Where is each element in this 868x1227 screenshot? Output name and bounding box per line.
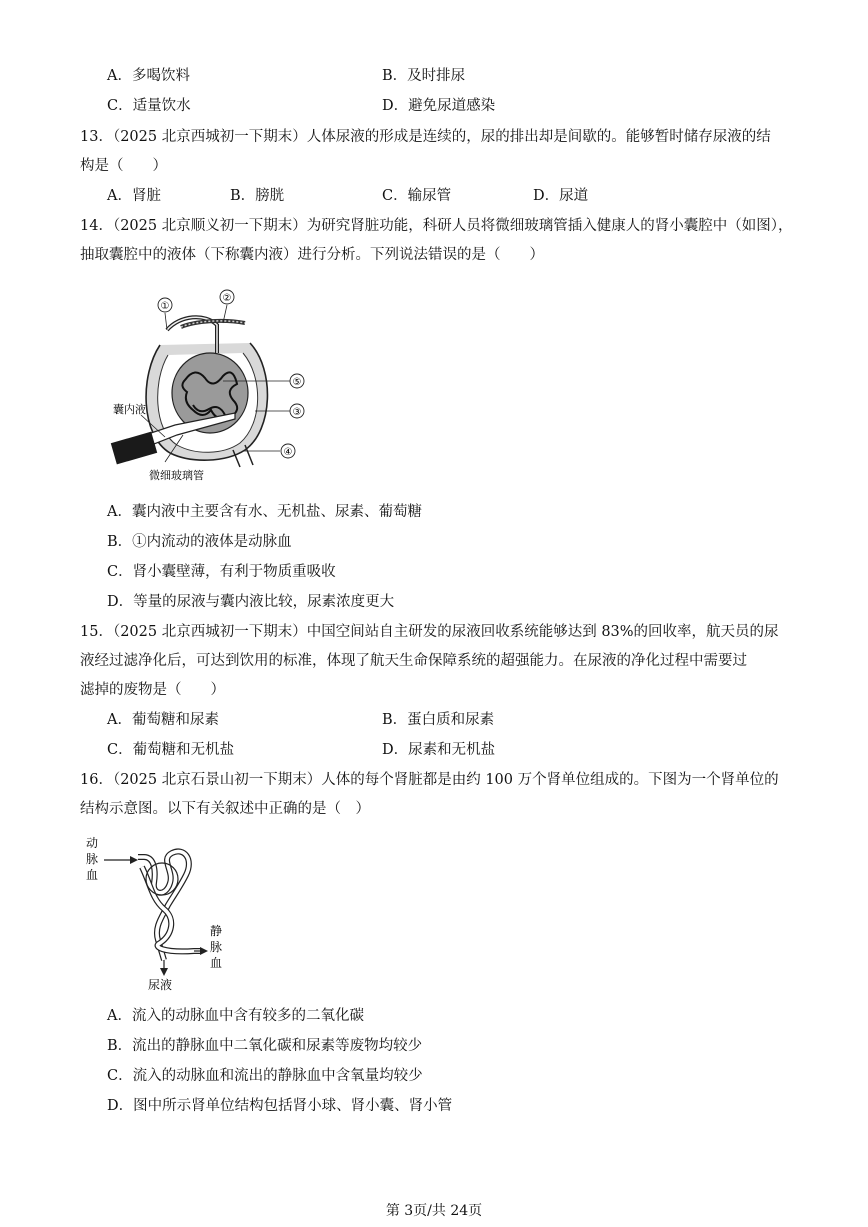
q15-stem-line3: 滤掉的废物是（ ） xyxy=(80,682,225,698)
q16-option-a: A．流入的动脉血中含有较多的二氧化碳 xyxy=(107,1008,364,1024)
q15-option-d: D．尿素和无机盐 xyxy=(382,742,496,758)
label-3 xyxy=(290,404,304,418)
q15-stem-line2: 液经过滤净化后，可达到饮用的标准，体现了航天生命保障系统的超强能力。在尿液的净化过程中需要过 xyxy=(80,653,747,669)
kidney-capsule-figure xyxy=(105,285,325,490)
q16-option-b: B．流出的静脉血中二氧化碳和尿素等废物均较少 xyxy=(107,1038,423,1054)
q16-stem-line2: 结构示意图。以下有关叙述中正确的是（ ） xyxy=(80,801,370,817)
nephron-figure xyxy=(82,835,242,995)
q13-stem-line1: 13．（2025 北京西城初一下期末）人体尿液的形成是连续的，尿的排出却是间歇的。能够暂时储存尿液的结 xyxy=(80,129,771,145)
tube-label: 微细玻璃管 xyxy=(149,469,204,482)
svg-text:③: ③ xyxy=(292,407,302,418)
vein-label-1: 静 xyxy=(210,924,223,938)
artery-label-3: 血 xyxy=(86,868,99,882)
fluid-label: 囊内液 xyxy=(113,403,146,416)
svg-text:②: ② xyxy=(222,293,232,304)
q14-stem-line2: 抽取囊腔中的液体（下称囊内液）进行分析。下列说法错误的是（ ） xyxy=(80,247,544,263)
q15-stem-line1: 15．（2025 北京西城初一下期末）中国空间站自主研发的尿液回收系统能够达到 83%的回收率，航天员的尿 xyxy=(80,624,779,640)
q13-option-c: C．输尿管 xyxy=(382,188,452,204)
vein-label-2: 脉 xyxy=(210,940,223,954)
q14-option-c: C．肾小囊壁薄，有利于物质重吸收 xyxy=(107,564,336,580)
q16-stem-line1: 16．（2025 北京石景山初一下期末）人体的每个肾脏都是由约 100 万个肾单位组成的。下图为一个肾单位的 xyxy=(80,772,779,788)
q13-option-a: A．肾脏 xyxy=(107,188,161,204)
page-footer: 第 3页/共 24页 xyxy=(385,1203,483,1219)
q16-option-d: D．图中所示肾单位结构包括肾小球、肾小囊、肾小管 xyxy=(107,1098,453,1114)
q13-option-d: D．尿道 xyxy=(533,188,589,204)
q14-stem-line1: 14．（2025 北京顺义初一下期末）为研究肾脏功能，科研人员将微细玻璃管插入健康人的肾小囊腔中（如图）， xyxy=(80,218,793,234)
svg-text:④: ④ xyxy=(283,447,293,458)
artery-label-2: 脉 xyxy=(86,852,99,866)
q13-stem-line2: 构是（ ） xyxy=(80,158,167,174)
q12-option-a: A．多喝饮料 xyxy=(107,68,190,84)
q13-option-b: B．膀胱 xyxy=(230,188,285,204)
q15-option-b: B．蛋白质和尿素 xyxy=(382,712,495,728)
q14-option-b: B．①内流动的液体是动脉血 xyxy=(107,534,292,550)
label-4 xyxy=(281,444,295,458)
svg-text:⑤: ⑤ xyxy=(292,377,302,388)
vein-label-3: 血 xyxy=(210,956,223,970)
q15-option-a: A．葡萄糖和尿素 xyxy=(107,712,219,728)
q14-option-a: A．囊内液中主要含有水、无机盐、尿素、葡萄糖 xyxy=(107,504,422,520)
q14-option-d: D．等量的尿液与囊内液比较，尿素浓度更大 xyxy=(107,594,395,610)
label-1 xyxy=(158,298,172,312)
label-2 xyxy=(220,290,234,304)
q12-option-b: B．及时排尿 xyxy=(382,68,466,84)
q16-option-c: C．流入的动脉血和流出的静脉血中含氧量均较少 xyxy=(107,1068,423,1084)
q12-option-d: D．避免尿道感染 xyxy=(382,98,496,114)
artery-label-1: 动 xyxy=(86,836,99,850)
svg-text:①: ① xyxy=(160,301,170,312)
q15-option-c: C．葡萄糖和无机盐 xyxy=(107,742,235,758)
urine-label: 尿液 xyxy=(148,978,173,992)
label-5 xyxy=(290,374,304,388)
q12-option-c: C．适量饮水 xyxy=(107,98,191,114)
